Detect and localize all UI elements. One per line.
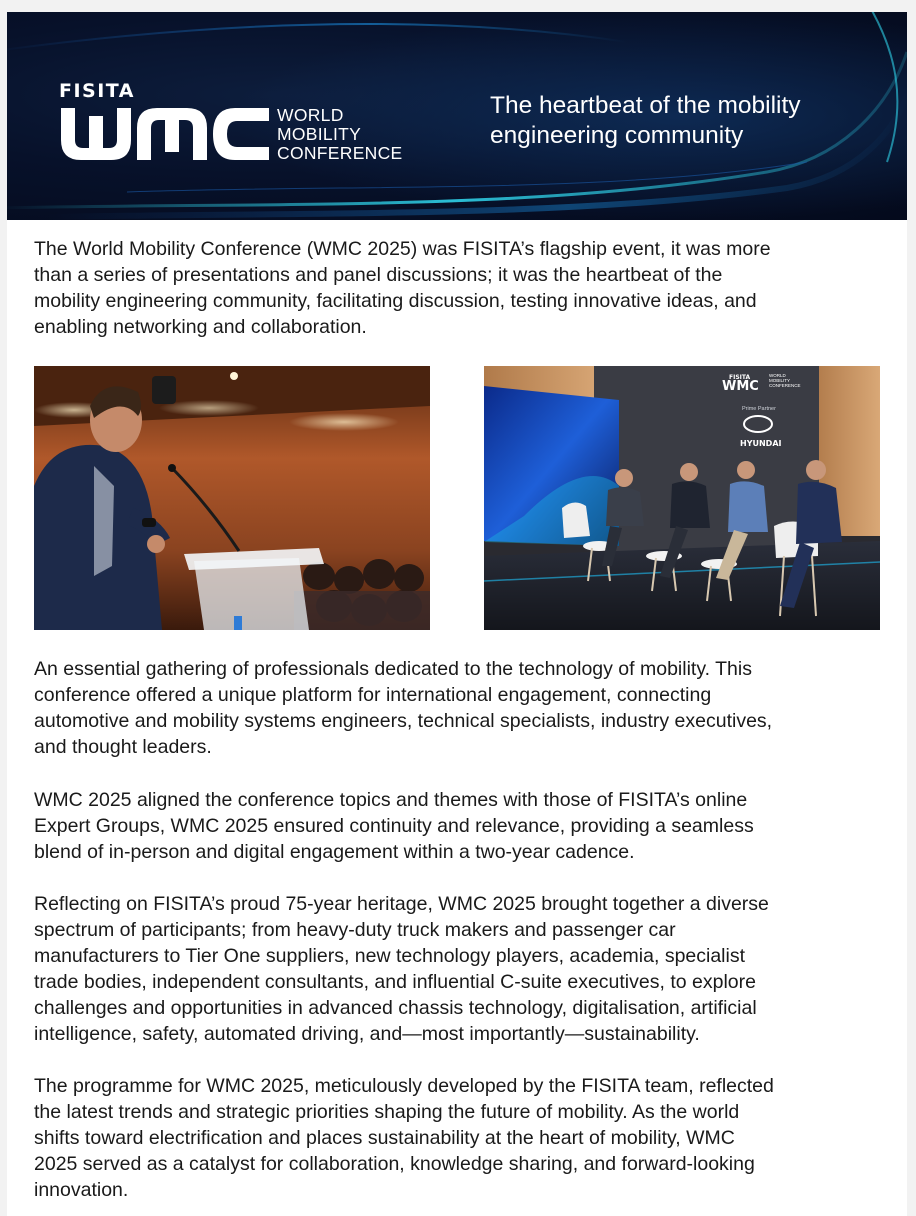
paragraph-line: than a series of presentations and panel discussions; it was the heartbeat of the: [34, 264, 723, 286]
paragraph-line: spectrum of participants; from heavy-duty truck makers and passenger car: [34, 919, 676, 941]
paragraph-line: manufacturers to Tier One suppliers, new technology players, academia, specialist: [34, 945, 746, 967]
paragraph-line: The programme for WMC 2025, meticulously developed by the FISITA team, reflected: [34, 1075, 774, 1097]
body-paragraph-2: [34, 787, 879, 865]
tagline-line: The heartbeat of the mobility: [490, 92, 801, 119]
paragraph-line: challenges and opportunities in advanced chassis technology, digitalisation, artificial: [34, 997, 757, 1019]
logo-subtitle-line: CONFERENCE: [277, 143, 403, 163]
paragraph-line: mobility engineering community, facilitating discussion, testing innovative ideas, and: [34, 290, 757, 312]
wmc-logo-mark: [59, 106, 271, 164]
speaker-at-podium-photo: [34, 366, 430, 630]
fisita-wordmark: FISITA: [59, 80, 135, 102]
screen-logo-sub: CONFERENCE: [769, 383, 801, 388]
sponsor-text: HYUNDAI: [740, 439, 782, 448]
paragraph-line: An essential gathering of professionals dedicated to the technology of mobility. This: [34, 658, 752, 680]
intro-paragraph: [34, 236, 879, 340]
tagline-line: engineering community: [490, 122, 744, 149]
logo-subtitle-line: WORLD: [277, 105, 344, 125]
paragraph-line: trade bodies, independent consultants, and influential C-suite executives, to explore: [34, 971, 756, 993]
paragraph-line: conference offered a unique platform for international engagement, connecting: [34, 684, 712, 706]
screen-logo-sub: MOBILITY: [769, 378, 791, 383]
paragraph-line: Reflecting on FISITA’s proud 75-year heritage, WMC 2025 brought together a diverse: [34, 893, 769, 915]
logo-subtitle-line: MOBILITY: [277, 124, 362, 144]
body-paragraph-4: [34, 1073, 879, 1203]
body-paragraph-1: [34, 656, 879, 760]
screen-wmc-text: WMC: [722, 379, 759, 394]
panel-discussion-photo: [484, 366, 880, 630]
paragraph-line: enabling networking and collaboration.: [34, 316, 367, 338]
header-banner: [7, 12, 907, 220]
paragraph-line: WMC 2025 aligned the conference topics and themes with those of FISITA’s online: [34, 789, 748, 811]
logo-subtitle: [277, 106, 403, 163]
body-paragraph-3: [34, 891, 879, 1047]
paragraph-line: blend of in-person and digital engagement within a two-year cadence.: [34, 841, 635, 863]
prime-partner-text: Prime Partner: [742, 406, 776, 412]
paragraph-line: the latest trends and strategic priorities shaping the future of mobility. As the world: [34, 1101, 740, 1123]
paragraph-line: 2025 served as a catalyst for collaboration, knowledge sharing, and forward-looking: [34, 1153, 755, 1175]
newsletter-page: [7, 12, 907, 1216]
paragraph-line: innovation.: [34, 1179, 129, 1201]
paragraph-line: shifts toward electrification and places sustainability at the heart of mobility, WMC: [34, 1127, 735, 1149]
screen-logo-sub: WORLD: [769, 373, 786, 378]
screen-fisita-text: FISITA: [729, 374, 751, 381]
paragraph-line: intelligence, safety, automated driving, and—most importantly—sustainability.: [34, 1023, 700, 1045]
paragraph-line: Expert Groups, WMC 2025 ensured continuity and relevance, providing a seamless: [34, 815, 754, 837]
banner-tagline: [490, 91, 890, 151]
paragraph-line: and thought leaders.: [34, 736, 212, 758]
paragraph-line: The World Mobility Conference (WMC 2025) was FISITA’s flagship event, it was more: [34, 238, 771, 260]
fisita-wmc-logo: [59, 80, 429, 172]
paragraph-line: automotive and mobility systems engineers, technical specialists, industry executives,: [34, 710, 773, 732]
